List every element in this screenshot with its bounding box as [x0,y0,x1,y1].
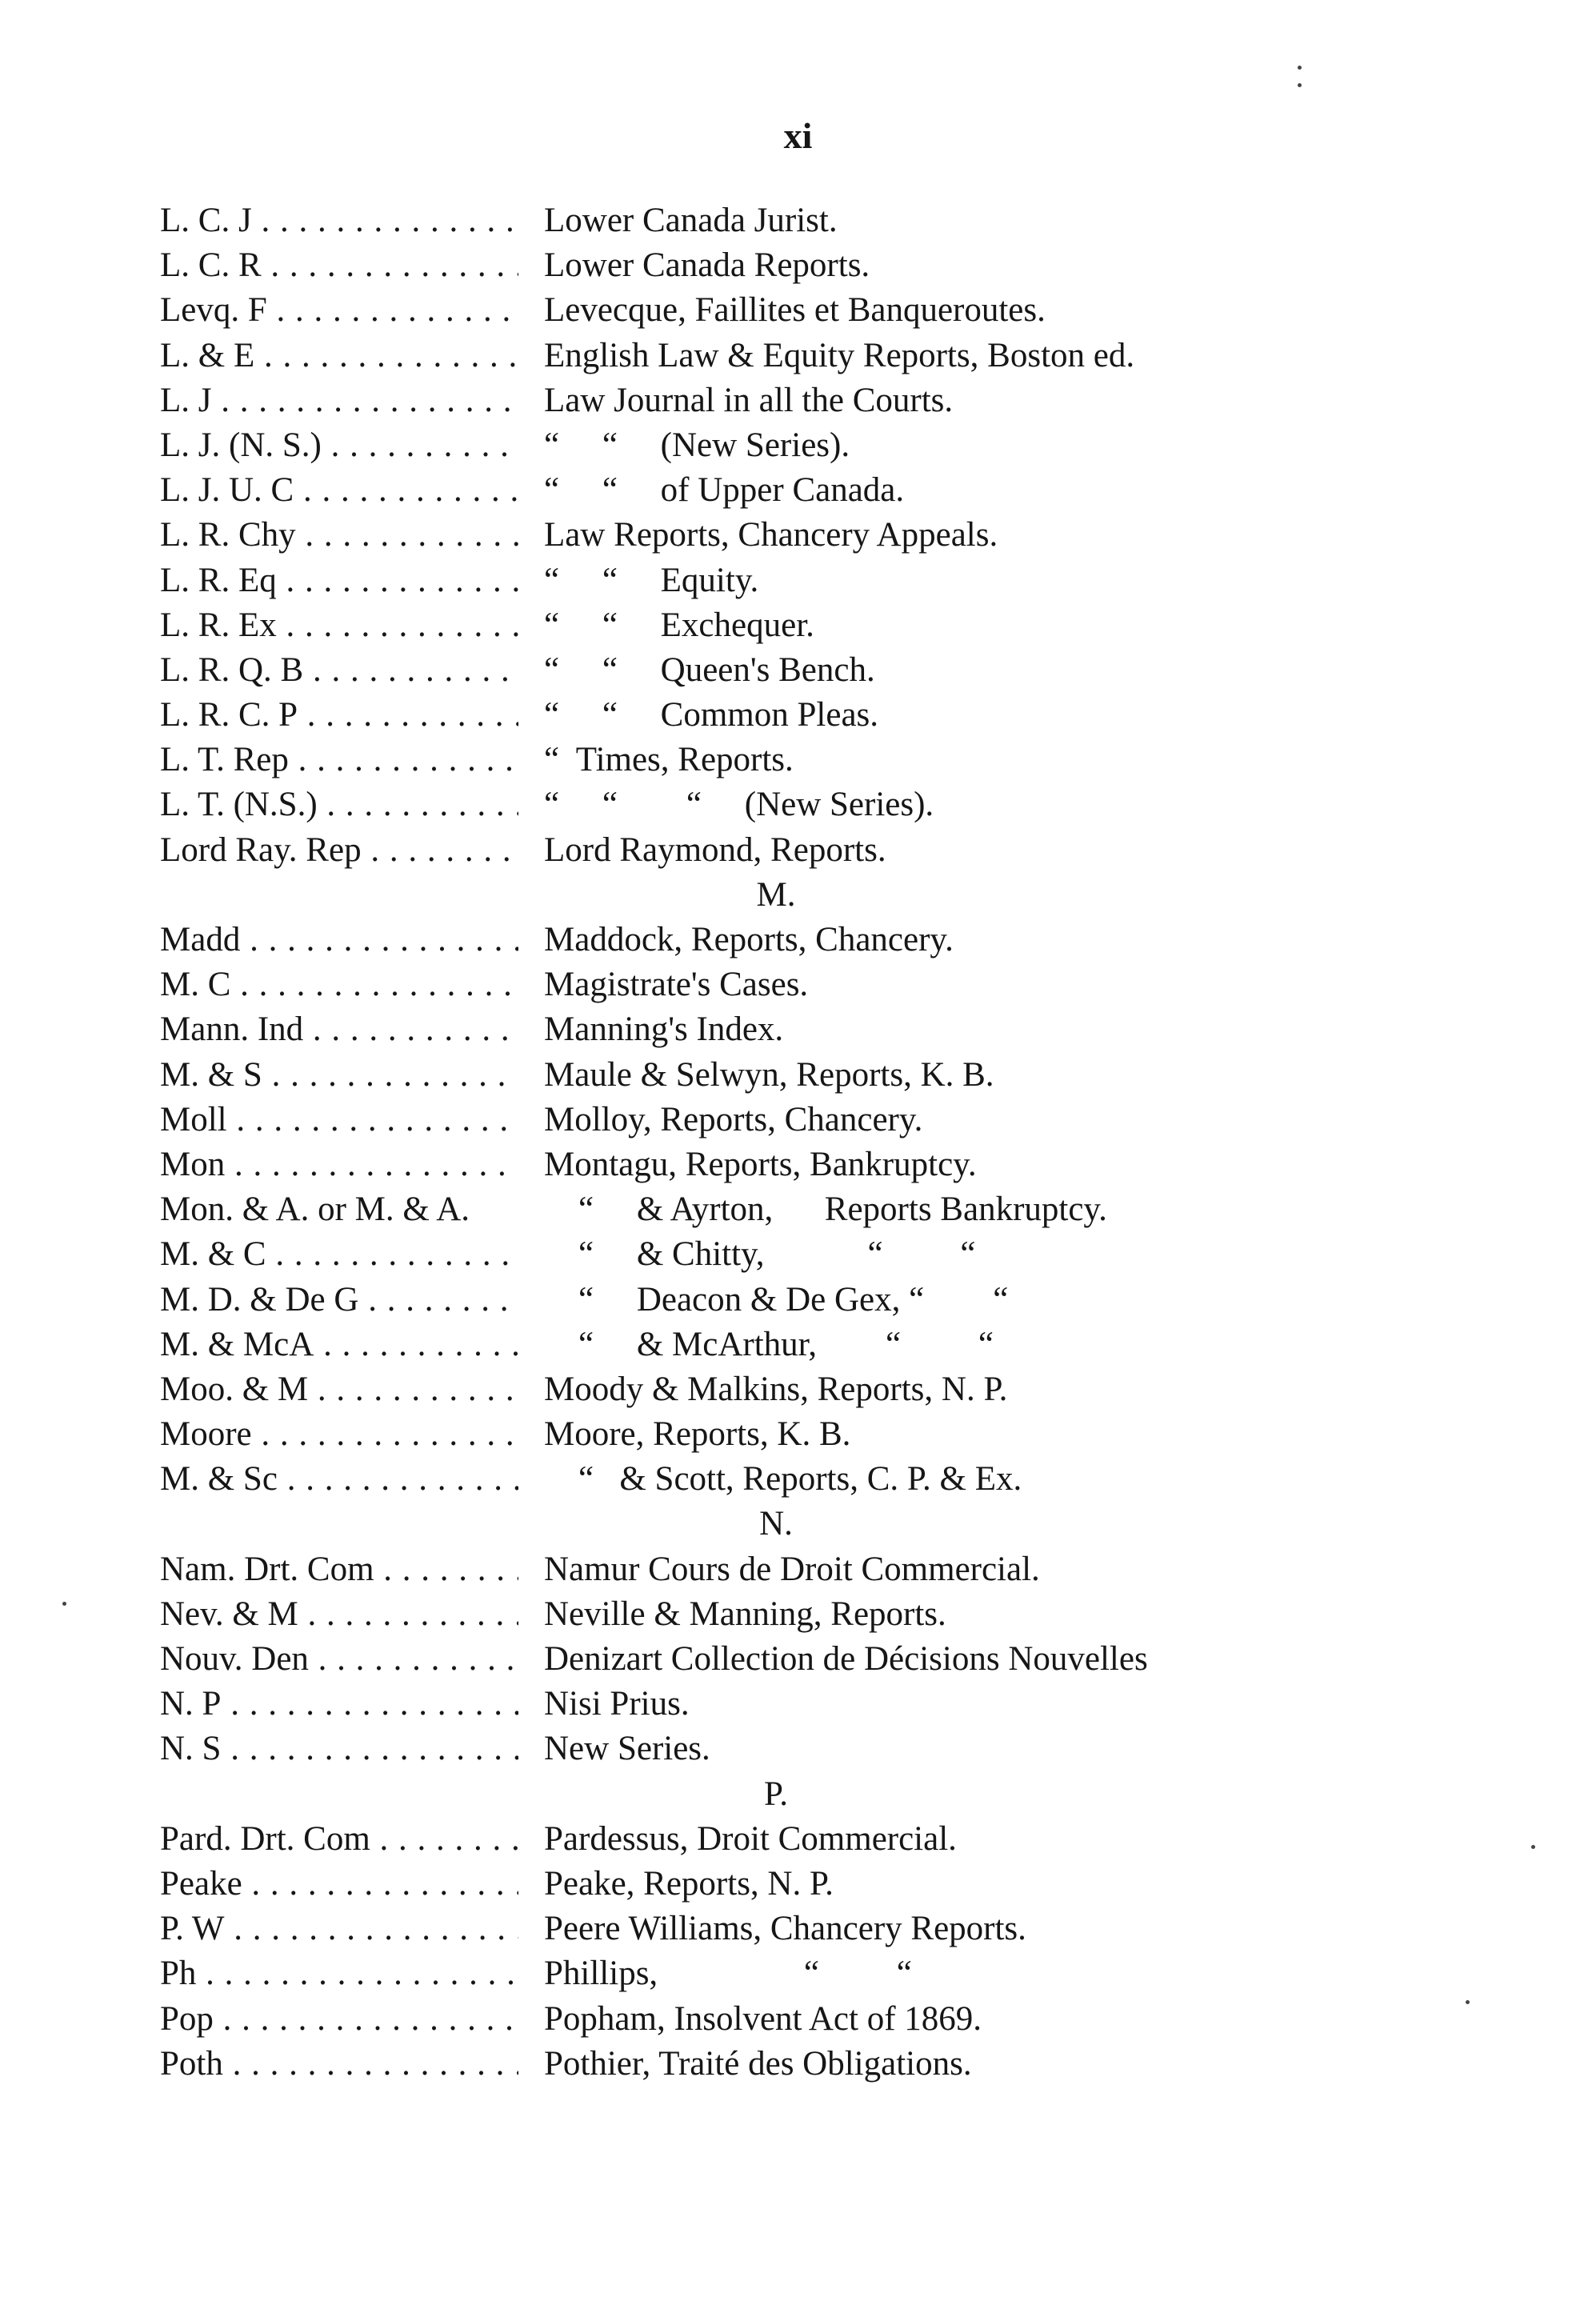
table-row [0,198,1596,243]
expansion: Montagu, Reports, Bankruptcy. [544,1145,977,1183]
section-heading-m: M. [756,875,796,914]
expansion: Nisi Prius. [544,1685,690,1723]
abbreviation-table [0,198,1596,2087]
expansion: English Law & Equity Reports, Boston ed. [544,336,1135,374]
table-row [0,1682,1596,1727]
abbreviation: L. T. (N.S.) . . . [160,782,518,827]
expansion: Pardessus, Droit Commercial. [544,1819,957,1858]
expansion: “ & Scott, Reports, C. P. & Ex. [544,1460,1022,1499]
abbreviation: N. P . . . [160,1682,518,1727]
abbreviation: M. C . . . [160,962,518,1007]
expansion: “ & McArthur, “ “ [544,1325,994,1363]
table-row [0,1817,1596,1862]
abbreviation: Nouv. Den . . . [160,1637,518,1682]
section-heading-row [0,873,1596,918]
expansion: “ “ Exchequer. [544,606,814,644]
expansion: “ “ “ (New Series). [544,786,934,824]
print-speck [62,1602,66,1606]
expansion: “ & Chitty, “ “ [544,1235,976,1274]
table-row [0,1997,1596,2042]
table-row [0,468,1596,513]
expansion: Law Reports, Chancery Appeals. [544,516,998,554]
abbreviation: Levq. F . . . [160,288,518,333]
abbreviation: L. R. Eq . . . [160,558,518,603]
abbreviation: L. C. R . . . [160,243,518,288]
abbreviation: Moo. & M . . . [160,1367,518,1412]
expansion: Maule & Selwyn, Reports, K. B. [544,1055,994,1094]
abbreviation: Moll . . . [160,1098,518,1142]
abbreviation: Lord Ray. Rep . . . [160,828,518,873]
expansion: Peake, Reports, N. P. [544,1864,834,1903]
abbreviation: L. R. Q. B . . . [160,648,518,693]
abbreviation: Ph . . . [160,1951,518,1996]
table-row [0,1187,1596,1232]
table-row [0,962,1596,1007]
abbreviation: L. R. C. P . . . [160,693,518,738]
table-row [0,1951,1596,1996]
table-row [0,1457,1596,1502]
table-row [0,1907,1596,1951]
table-row [0,558,1596,603]
abbreviation: L. R. Ex . . . [160,603,518,648]
table-row [0,2042,1596,2087]
expansion: Denizart Collection de Décisions Nouvelles [544,1640,1148,1678]
table-row [0,334,1596,378]
table-row [0,1367,1596,1412]
section-heading-row [0,1502,1596,1547]
expansion: Lower Canada Reports. [544,246,870,285]
table-row [0,1007,1596,1052]
abbreviation: Madd . . . [160,918,518,962]
expansion: Moore, Reports, K. B. [544,1415,851,1454]
expansion: Moody & Malkins, Reports, N. P. [544,1370,1008,1408]
abbreviation: L. J. (N. S.) . . . [160,423,518,468]
expansion: Magistrate's Cases. [544,966,809,1004]
abbreviation: Pop . . . [160,1997,518,2042]
table-row [0,782,1596,827]
abbreviation: Mon. & A. or M. & A. [160,1191,470,1229]
abbreviation: Mann. Ind . . . [160,1007,518,1052]
expansion: Phillips, “ “ [544,1955,912,1993]
expansion: Popham, Insolvent Act of 1869. [544,1999,982,2038]
section-heading-n: N. [759,1505,793,1543]
abbreviation: Mon . . . [160,1142,518,1187]
abbreviation: M. & S . . . [160,1053,518,1098]
table-row [0,1547,1596,1592]
table-row [0,288,1596,333]
table-row [0,918,1596,962]
table-row [0,513,1596,558]
page-number: xi [783,115,813,156]
abbreviation: M. & C . . . [160,1232,518,1277]
table-row [0,378,1596,423]
table-row [0,648,1596,693]
expansion: Lower Canada Jurist. [544,202,838,239]
table-row [0,1862,1596,1907]
print-speck [1466,2000,1470,2004]
abbreviation: L. J . . . [160,378,518,423]
expansion: Manning's Index. [544,1010,784,1049]
expansion: “ Deacon & De Gex, “ “ [544,1280,1009,1319]
abbreviation: L. & E . . . [160,334,518,378]
section-heading-row [0,1772,1596,1817]
expansion: “ Times, Reports. [544,741,794,779]
expansion: Molloy, Reports, Chancery. [544,1100,923,1138]
table-row [0,423,1596,468]
expansion: Namur Cours de Droit Commercial. [544,1550,1040,1588]
expansion: Law Journal in all the Courts. [544,381,954,419]
expansion: Levecque, Faillites et Banqueroutes. [544,291,1046,330]
table-row [0,603,1596,648]
table-row [0,1278,1596,1323]
abbreviation: Poth . . . [160,2042,518,2087]
print-speck [1298,83,1302,87]
table-row [0,738,1596,782]
expansion: “ “ Common Pleas. [544,696,879,734]
table-row [0,1592,1596,1637]
table-row [0,828,1596,873]
expansion: Neville & Manning, Reports. [544,1595,946,1633]
table-row [0,243,1596,288]
expansion: Pothier, Traité des Obligations. [544,2044,972,2083]
abbreviation: M. & McA . . . [160,1323,518,1367]
expansion: “ “ Queen's Bench. [544,650,875,689]
table-row [0,1098,1596,1142]
expansion: Lord Raymond, Reports. [544,830,886,869]
expansion: Maddock, Reports, Chancery. [544,921,954,958]
abbreviation: Peake . . . [160,1862,518,1907]
table-row [0,1232,1596,1277]
abbreviation: Moore . . . [160,1412,518,1457]
print-speck [1298,66,1302,70]
table-row [0,1323,1596,1367]
expansion: “ “ of Upper Canada. [544,471,905,510]
expansion: “ “ Equity. [544,561,759,599]
abbreviation: M. & Sc . . . [160,1457,518,1502]
abbreviation: N. S . . . [160,1727,518,1771]
abbreviation: Nam. Drt. Com . . . [160,1547,518,1592]
abbreviation: Nev. & M . . . [160,1592,518,1637]
table-row [0,1412,1596,1457]
expansion: Peere Williams, Chancery Reports. [544,1910,1026,1948]
table-row [0,1053,1596,1098]
section-heading-p: P. [764,1775,788,1813]
abbreviation: Pard. Drt. Com . . . [160,1817,518,1862]
abbreviation: L. T. Rep . . . [160,738,518,782]
table-row [0,1727,1596,1771]
abbreviation: L. R. Chy . . . [160,513,518,558]
table-row [0,1142,1596,1187]
abbreviation: L. J. U. C . . . [160,468,518,513]
print-speck [1531,1845,1535,1849]
expansion: New Series. [544,1730,710,1768]
abbreviation: L. C. J . . . [160,198,518,243]
abbreviation: P. W . . . [160,1907,518,1951]
table-row [0,1637,1596,1682]
expansion: “ & Ayrton, Reports Bankruptcy. [544,1191,1107,1229]
expansion: “ “ (New Series). [544,426,850,464]
abbreviation: M. D. & De G . . . [160,1278,518,1323]
table-row [0,693,1596,738]
